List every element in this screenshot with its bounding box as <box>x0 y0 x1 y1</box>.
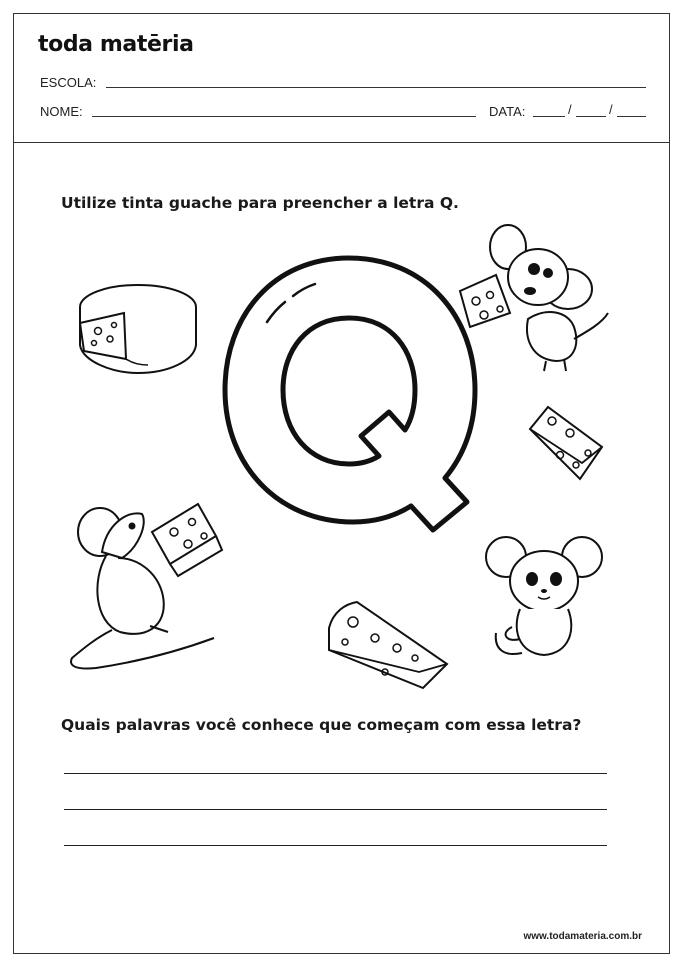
question-text: Quais palavras você conhece que começam com essa letra? <box>61 716 582 734</box>
school-field[interactable] <box>106 87 646 88</box>
mouse-with-cheese-illustration <box>66 492 226 672</box>
answer-line[interactable] <box>64 845 607 846</box>
worksheet-page <box>13 13 670 954</box>
brand-logo: toda matēria <box>38 32 194 57</box>
mouse-with-cheese-illustration <box>456 219 606 374</box>
cheese-wedge-illustration <box>323 598 453 694</box>
date-month-field[interactable] <box>576 116 606 117</box>
date-separator: / <box>609 102 613 117</box>
answer-line[interactable] <box>64 809 607 810</box>
sitting-mouse-illustration <box>484 529 604 664</box>
cheese-wheel-illustration <box>76 279 206 379</box>
date-day-field[interactable] <box>533 116 565 117</box>
instruction-text: Utilize tinta guache para preencher a letra Q. <box>61 194 459 212</box>
school-label: ESCOLA: <box>40 75 97 90</box>
header-divider <box>14 142 669 143</box>
name-field[interactable] <box>92 116 476 117</box>
letter-q-outline[interactable] <box>219 252 479 552</box>
date-year-field[interactable] <box>617 116 646 117</box>
footer-url: www.todamateria.com.br <box>523 931 642 942</box>
cheese-wedge-illustration <box>526 403 606 483</box>
date-separator: / <box>568 102 572 117</box>
name-label: NOME: <box>40 104 83 119</box>
date-label: DATA: <box>489 104 526 119</box>
answer-line[interactable] <box>64 773 607 774</box>
